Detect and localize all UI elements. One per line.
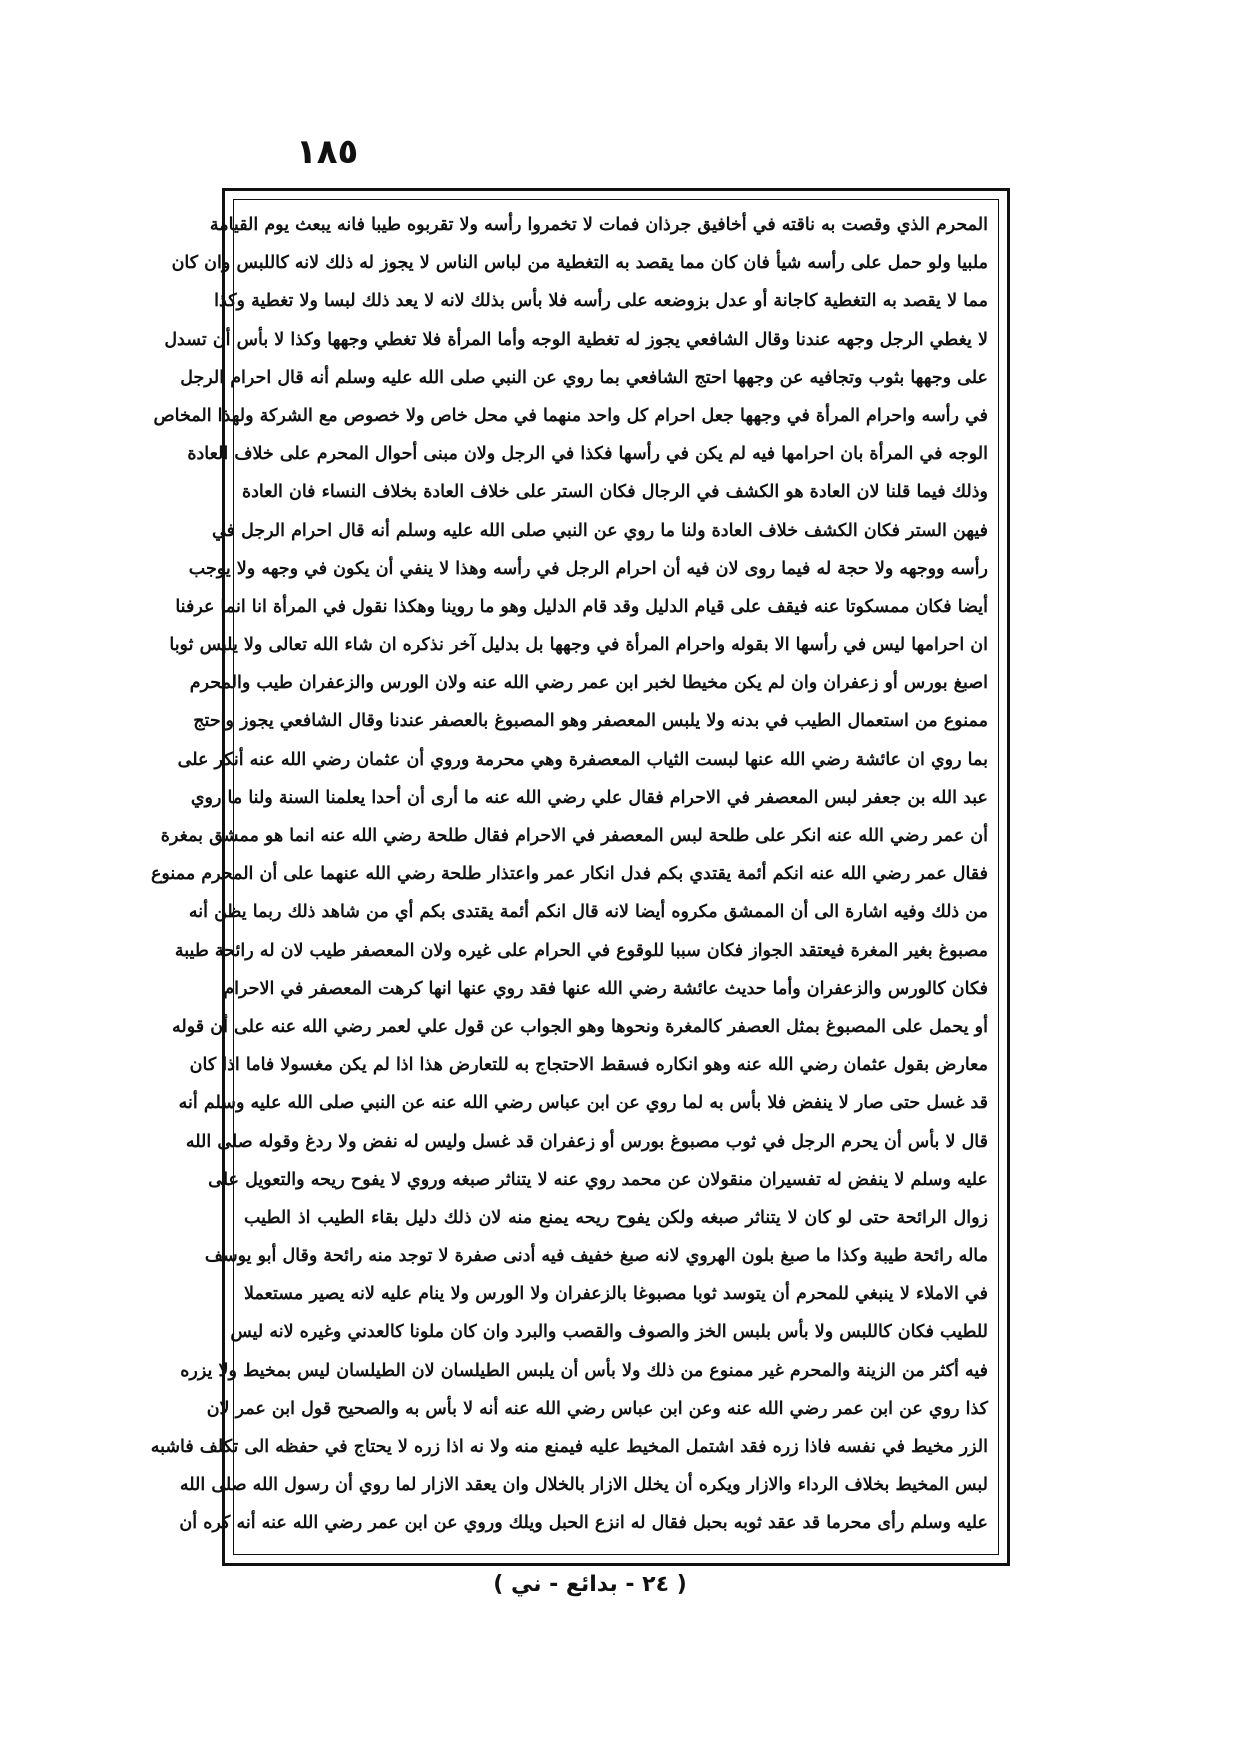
text-line: عليه وسلم رأى محرما قد عقد ثوبه بحبل فقال له انزع الحبل ويلك وروي عن ابن عمر رضي الله عنه أنه كره أن (179, 1513, 988, 1534)
text-line: فيه أكثر من الزينة والمحرم غير ممنوع من ذلك ولا بأس أن يلبس الطيلسان لان الطيلسان ليس بمخيط ولا يزره (180, 1360, 988, 1381)
text-frame (150, 188, 1010, 1566)
text-line: المحرم الذي وقصت به ناقته في أخافيق جرذان فمات لا تخمروا رأسه ولا تقربوه طيبا فانه يبعث يوم القيامة (209, 215, 988, 235)
text-line: لا يغطي الرجل وجهه عندنا وقال الشافعي يجوز له تغطية الوجه وأما المرأة فلا تغطي وجهها وكذا لا بأس أن تسدل (164, 329, 988, 350)
text-line: قال لا بأس أن يحرم الرجل في ثوب مصبوغ بورس أو زعفران قد غسل وليس له نفض ولا ردغ وقوله صلى الله (185, 1131, 988, 1152)
text-line: اصبغ بورس أو زعفران وان لم يكن مخيطا لخبر ابن عمر رضي الله عنه ولان الورس والزعفران طيب والمحرم (189, 673, 988, 694)
text-line: الزر مخيط في نفسه فاذا زره فقد اشتمل المخيط عليه فيمنع منه ولا نه اذا زره لا يحتاج في حفظه الى تكلف فاشبه (150, 1437, 988, 1457)
text-line: للطيب فكان كاللبس ولا بأس بلبس الخز والصوف والقصب والبرد وان كان ملونا كالعدني وغيره لانه ليس (230, 1322, 988, 1343)
text-line: كذا روي عن ابن عمر رضي الله عنه وعن ابن عباس رضي الله عنه أنه لا بأس به والصحيح قول ابن عمر لان (206, 1398, 988, 1419)
text-line: أيضا فكان ممسكوتا عنه فيقف على قيام الدليل وقد قام الدليل وهو ما روينا وهكذا نقول في المرأة انا انما عرفنا (175, 596, 988, 617)
text-line: قد غسل حتى صار لا ينفض فلا بأس به لما روي عن ابن عباس رضي الله عنه عن النبي صلى الله عليه وسلم أنه (178, 1093, 988, 1114)
page-number: ١٨٥ (296, 132, 359, 172)
text-frame-inner (150, 199, 999, 1555)
text-line: أو يحمل على المصبوغ بمثل العصفر كالمغرة ونحوها وهو الجواب عن قول علي لعمر رضي الله عنه على أن قوله (172, 1016, 988, 1037)
text-line: معارض بقول عثمان رضي الله عنه وهو انكاره فسقط الاحتجاج به للتعارض هذا اذا لم يكن مغسولا فاما اذا كان (189, 1055, 988, 1076)
text-line: الوجه في المرأة بان احرامها فيه لم يكن في رأسها فكذا في الرجل ولان مبنى أحوال المحرم على خلاف العادة (187, 444, 988, 465)
text-line: وذلك فيما قلنا لان العادة هو الكشف في الرجال فكان الستر على خلاف العادة بخلاف النساء فان العادة (241, 482, 988, 503)
text-line: في رأسه واحرام المرأة في وجهها جعل احرام كل واحد منهما في محل خاص ولا خصوص مع الشركة ولهذا المخاص (153, 405, 988, 426)
text-line: ماله رائحة طيبة وكذا ما صبغ بلون الهروي لانه صبغ خفيف فيه أدنى صفرة لا توجد منه رائحة وقال أبو يوسف (204, 1246, 988, 1267)
text-line: عبد الله بن جعفر لبس المعصفر في الاحرام فقال علي رضي الله عنه ما أرى أن أحدا يعلمنا السنة ولنا ما روي (190, 787, 988, 808)
text-line: فيهن الستر فكان الكشف خلاف العادة ولنا ما روي عن النبي صلى الله عليه وسلم أنه قال احرام الرجل في (212, 520, 988, 541)
text-line: مصبوغ بغير المغرة فيعتقد الجواز فكان سببا للوقوع في الحرام على غيره ولان المعصفر طيب لان له رائحة طيبة (174, 940, 988, 961)
text-line: من ذلك وفيه اشارة الى أن الممشق مكروه أيضا لانه قال انكم أئمة يقتدى بكم أي من شاهد ذلك ربما يظن أنه (188, 902, 988, 923)
text-line: ممنوع من استعمال الطيب في بدنه ولا يلبس المعصفر وهو المصبوغ بالعصفر عندنا وقال الشافعي يجوز واحتج (193, 711, 988, 732)
text-line: فقال عمر رضي الله عنه انكم أئمة يقتدي بكم فدل انكار عمر واعتذار طلحة رضي الله عنهما على أن المحرم ممنوع (150, 864, 988, 885)
text-line: على وجهها بثوب وتجافيه عن وجهها احتج الشافعي بما روي عن النبي صلى الله عليه وسلم أنه قال احرام الرجل (180, 367, 988, 388)
text-line: بما روي ان عائشة رضي الله عنها لبست الثياب المعصفرة وهي محرمة وروي أن عثمان رضي الله عنه أنكر على (177, 749, 988, 770)
text-line: أن عمر رضي الله عنه انكر على طلحة لبس المعصفر في الاحرام فقال طلحة رضي الله عنه انما هو ممشق بمغرة (160, 826, 988, 846)
footer-signature: ( ٢٤ - بدائع - ني ) (493, 1572, 687, 1597)
text-line: رأسه ووجهه ولا حجة له فيما روى لان فيه أن احرام الرجل في رأسه وهذا لا ينفي أن يكون في وجهه ولا يوجب (188, 558, 988, 579)
main-text-body (150, 206, 988, 1543)
text-line: فكان كالورس والزعفران وأما حديث عائشة رضي الله عنها فقد روي عنها انها كرهت المعصفر في الاحرام (223, 978, 988, 999)
text-line: زوال الرائحة حتى لو كان لا يتناثر صبغه ولكن يفوح ريحه يمنع منه لان ذلك دليل بقاء الطيب اذ الطيب (244, 1207, 988, 1228)
text-line: ان احرامها ليس في رأسها الا بقوله واحرام المرأة في وجهها بل بدليل آخر نذكره ان شاء الله تعالى ولا يلبس ثوبا (169, 635, 988, 656)
text-line: لبس المخيط بخلاف الرداء والازار ويكره أن يخلل الازار بالخلال وان يعقد الازار لما روي أن رسول الله صلى الله (179, 1475, 988, 1496)
text-line: مما لا يقصد به التغطية كاجانة أو عدل بزوضعه على رأسه فلا بأس بذلك لانه لا يعد ذلك لبسا ولا تغطية وكذا (214, 291, 988, 312)
text-line: ملبيا ولو حمل على رأسه شيأ فان كان مما يقصد به التغطية من لباس الناس لا يجوز له ذلك لانه كاللبس وان كان (171, 253, 988, 274)
text-line: في الاملاء لا ينبغي للمحرم أن يتوسد ثوبا مصبوغا بالزعفران ولا الورس ولا ينام عليه لانه يصير مستعملا (244, 1284, 988, 1305)
text-line: عليه وسلم لا ينفض له تفسيران منقولان عن محمد روي عنه لا يتناثر صبغه وروي لا يفوح ريحه والتعويل على (208, 1169, 988, 1190)
